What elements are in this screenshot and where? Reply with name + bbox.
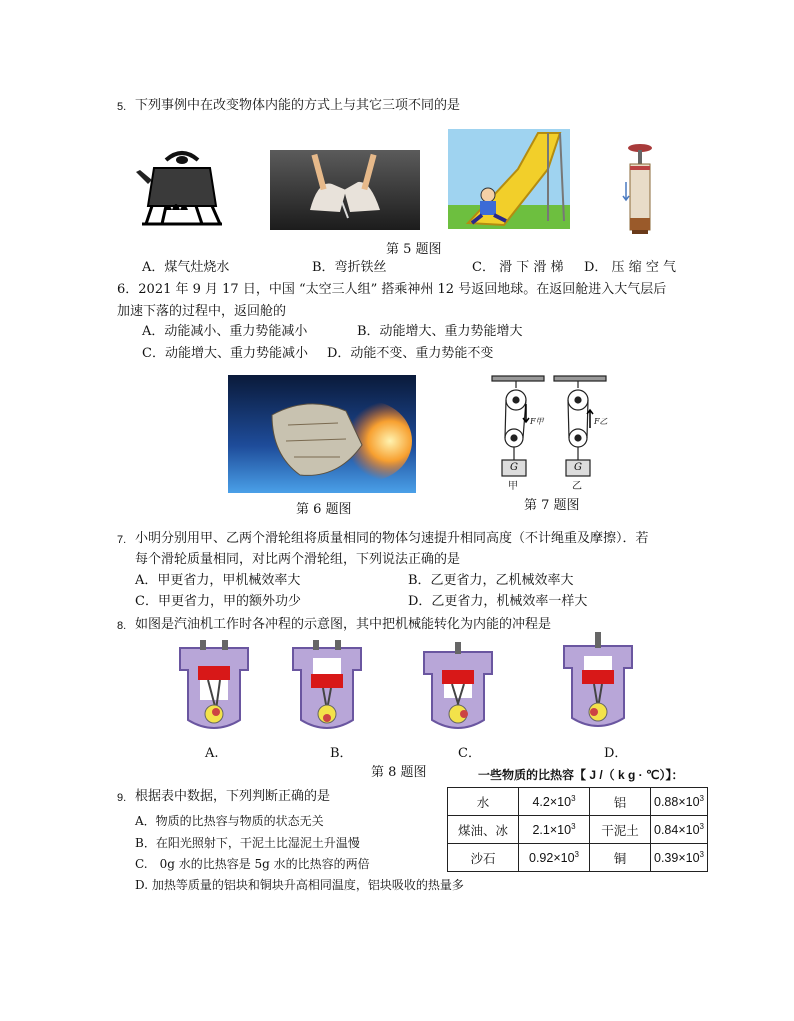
q6-option-b: B．动能增大、重力势能增大 [357, 324, 523, 339]
air-compression-tube-image [620, 142, 660, 236]
q7-stem-line1: 小明分别用甲、乙两个滑轮组将质量相同的物体匀速提升相同高度（不计绳重及摩擦）．若 [135, 531, 649, 546]
engine-stroke-c-image [420, 640, 496, 736]
table-cell: 煤油、冰 [448, 816, 519, 844]
q7-figure-caption: 第 7 题图 [524, 498, 580, 513]
q9-number: 9. [117, 792, 127, 804]
q7-number: 7. [117, 534, 127, 546]
q5-option-b: B．弯折铁丝 [312, 260, 387, 275]
q6-option-a: A．动能减小、重力势能减小 [142, 324, 308, 339]
pulley-systems-diagram [490, 374, 610, 490]
q9-option-b: B．在阳光照射下，干泥土比湿泥土升温慢 [135, 836, 360, 850]
table-cell: $0.39\times 10^3$ [651, 844, 708, 872]
engine-label-c: C． [458, 746, 481, 761]
q6-option-c: C．动能增大、重力势能减小 [142, 346, 308, 361]
table-cell: 铝 [590, 788, 651, 816]
q7-option-c: C．甲更省力，甲的额外功少 [135, 594, 301, 609]
q9-option-d: D. 加热等质量的铝块和铜块升高相同温度，铝块吸收的热量多 [135, 878, 464, 892]
engine-label-a: A. [205, 746, 219, 761]
slide-image [448, 129, 570, 229]
q7-option-d: D．乙更省力，机械效率一样大 [408, 594, 588, 609]
pulley-weight-left-label: G [510, 462, 518, 473]
q7-option-b: B．乙更省力，乙机械效率大 [408, 573, 574, 588]
q5-option-a: A．煤气灶烧水 [142, 260, 230, 275]
table-cell: $4.2\times 10^3$ [519, 788, 590, 816]
engine-label-d: D． [604, 746, 628, 761]
pulley-right-label: 乙 [572, 481, 582, 492]
engine-stroke-a-image [176, 640, 252, 736]
q6-figure-caption: 第 6 题图 [296, 502, 352, 517]
q5-stem: 下列事例中在改变物体内能的方式上与其它三项不同的是 [135, 98, 461, 113]
q5-figure-caption: 第 5 题图 [386, 242, 442, 257]
q5-number: 5. [117, 101, 127, 113]
table-cell: $0.88\times 10^3$ [651, 788, 708, 816]
engine-label-b: B． [330, 746, 353, 761]
q5-option-c: C． 滑 下 滑 梯 [472, 260, 564, 275]
specific-heat-table [447, 787, 708, 872]
table-cell: $2.1\times 10^3$ [519, 816, 590, 844]
q6-stem-line1: 6．2021 年 9 月 17 日，中国 “太空三人组” 搭乘神州 12 号返回地球。在返回舱进入大气层后 [117, 282, 667, 297]
q8-number: 8. [117, 620, 127, 632]
engine-stroke-b-image [289, 640, 365, 736]
table-cell: 干泥土 [590, 816, 651, 844]
q5-option-d: D． 压 缩 空 气 [584, 260, 676, 275]
pulley-left-label: 甲 [508, 481, 518, 492]
pulley-force-right-label: F乙 [594, 417, 608, 426]
q7-option-a: A．甲更省力，甲机械效率大 [135, 573, 301, 588]
table-cell: $0.84\times 10^3$ [651, 816, 708, 844]
engine-stroke-d-image [560, 632, 636, 736]
table-cell: 水 [448, 788, 519, 816]
table-row [448, 816, 708, 844]
q9-option-a: A．物质的比热容与物质的状态无关 [135, 814, 324, 828]
table-row [448, 844, 708, 872]
pulley-force-left-label: F甲 [530, 417, 544, 426]
table-cell: 铜 [590, 844, 651, 872]
q9-stem: 根据表中数据，下列判断正确的是 [135, 789, 331, 804]
table-row [448, 788, 708, 816]
bending-wire-image [270, 150, 420, 230]
q9-option-c: C. 0g 水的比热容是 5g 水的比热容的两倍 [135, 857, 370, 871]
table-cell: 沙石 [448, 844, 519, 872]
q6-stem-line2: 加速下落的过程中，返回舱的 [117, 304, 287, 319]
reentry-capsule-image [228, 375, 416, 493]
q8-stem: 如图是汽油机工作时各冲程的示意图，其中把机械能转化为内能的冲程是 [135, 617, 552, 632]
kettle-on-stove-image [136, 140, 228, 232]
q8-figure-caption: 第 8 题图 [371, 765, 427, 780]
heat-table-title: 一些物质的比热容【 J /（ k g · ℃）】： [478, 768, 684, 782]
q7-stem-line2: 每个滑轮质量相同，对比两个滑轮组，下列说法正确的是 [135, 552, 461, 567]
q6-option-d: D．动能不变、重力势能不变 [327, 346, 494, 361]
table-cell: $0.92\times 10^3$ [519, 844, 590, 872]
pulley-weight-right-label: G [574, 462, 582, 473]
